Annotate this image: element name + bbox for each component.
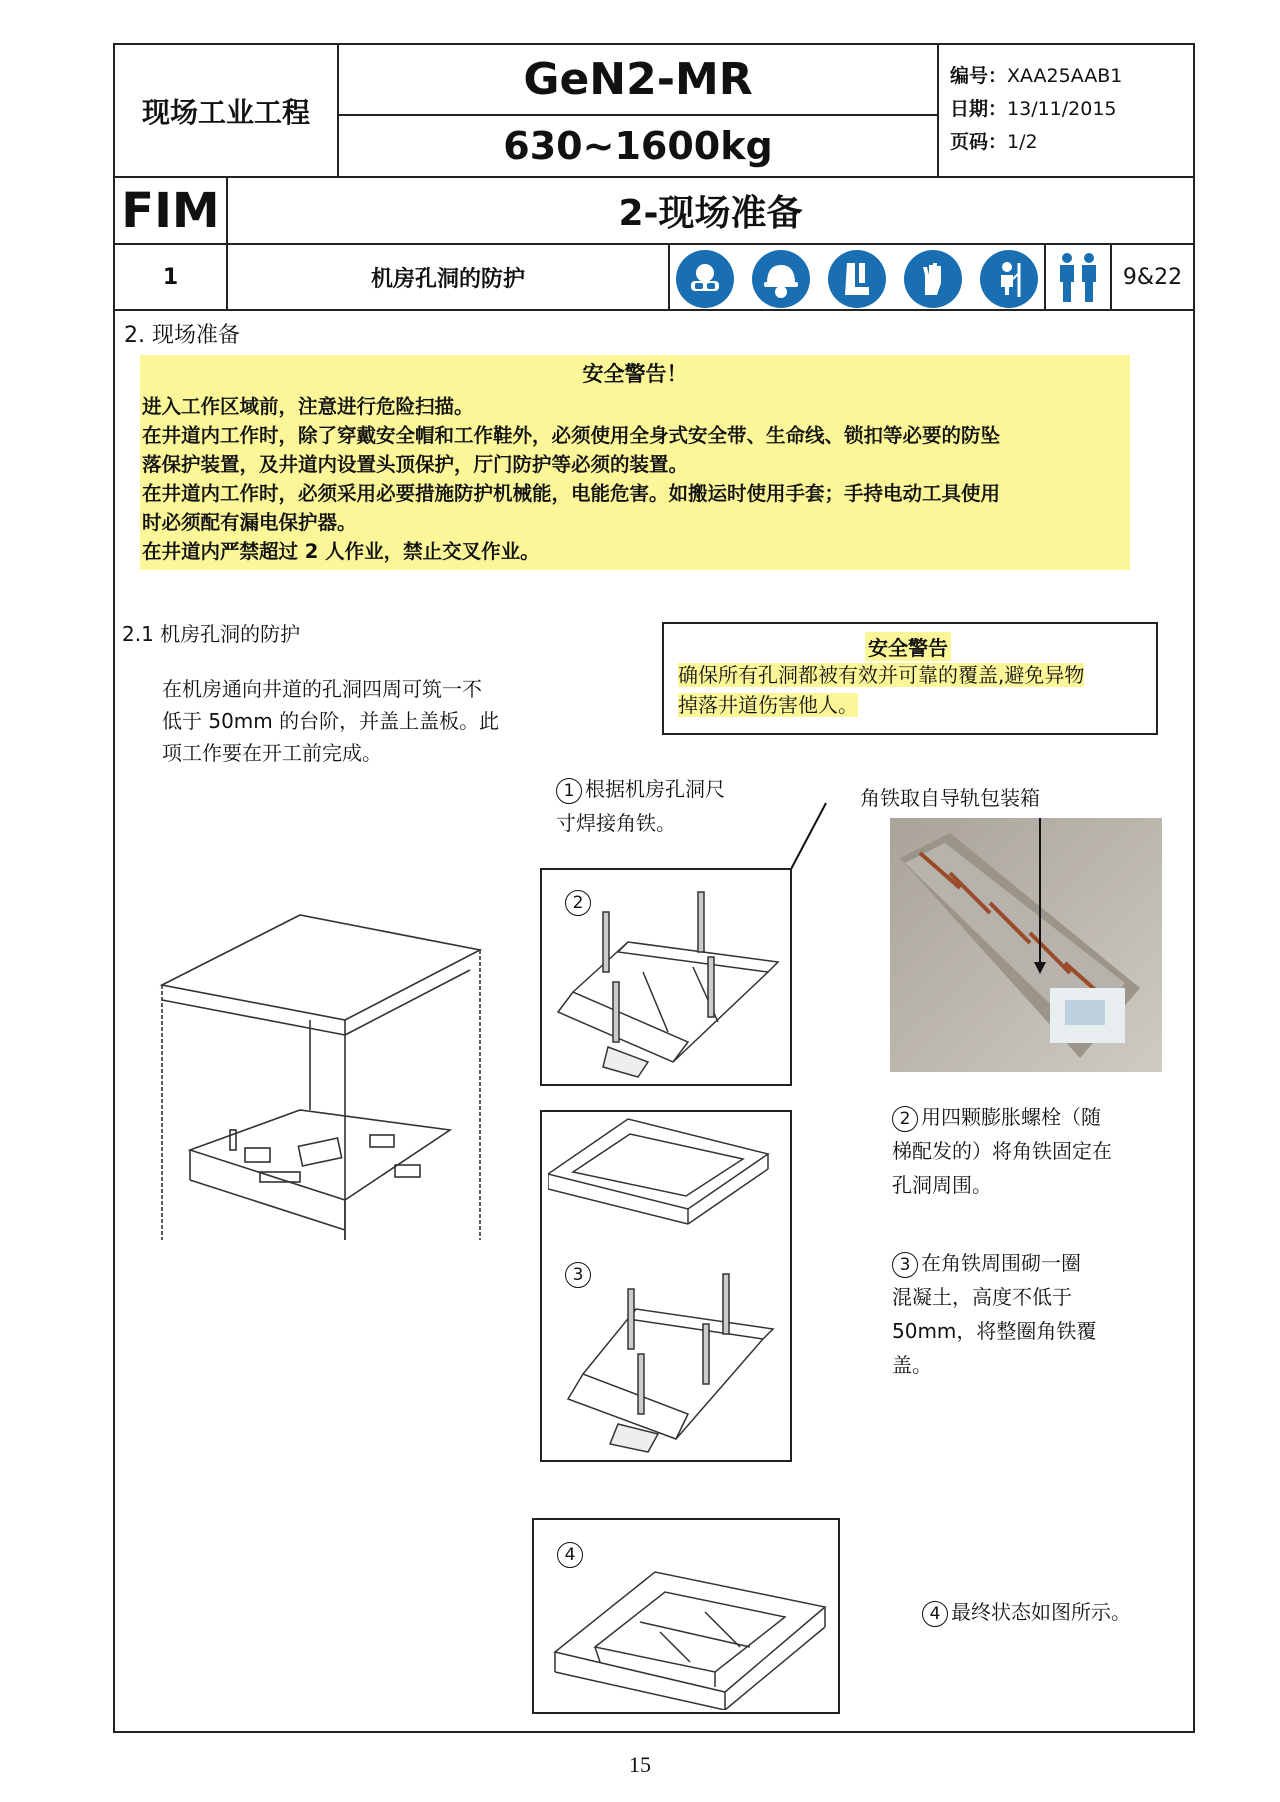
step-line: 根据机房孔洞尺 — [585, 777, 725, 801]
machine-room-drawing — [150, 910, 500, 1250]
fim-label: FIM — [121, 182, 220, 239]
concrete-curb-drawing — [548, 1114, 788, 1458]
step-line: 孔洞周围。 — [892, 1173, 992, 1197]
step-line: 用四颗膨胀螺栓（随 — [921, 1105, 1101, 1129]
chapter-title: 2-现场准备 — [618, 193, 803, 234]
hole-warning-text — [678, 660, 1084, 720]
step-3-number: 3 — [892, 1252, 918, 1278]
warning-line: 进入工作区域前，注意进行危险扫描。 — [142, 395, 474, 418]
step-3-text — [892, 1246, 1096, 1382]
step-4-text — [922, 1596, 1131, 1627]
doc-page-row — [950, 126, 1122, 159]
doc-meta — [950, 60, 1122, 159]
step-2-number: 2 — [892, 1106, 918, 1132]
step-line: 盖。 — [892, 1353, 932, 1377]
intro-text — [162, 673, 542, 769]
item-number: 1 — [162, 264, 179, 290]
warning-line: 在井道内工作时，除了穿戴安全帽和工作鞋外，必须使用全身式安全带、生命线、锁扣等必要的防坠 — [142, 424, 1001, 447]
step-line: 50mm，将整圈角铁覆 — [892, 1319, 1097, 1343]
figure-4-number: 4 — [557, 1542, 583, 1568]
warning-line: 在井道内严禁超过 2 人作业，禁止交叉作业。 — [142, 540, 540, 563]
gloves-icon — [904, 250, 962, 308]
doc-date-label: 日期： — [950, 98, 1008, 120]
final-state-drawing — [540, 1522, 835, 1710]
step-line: 混凝土，高度不低于 — [892, 1285, 1072, 1309]
page-number: 15 — [629, 1752, 651, 1777]
step-line: 梯配发的）将角铁固定在 — [892, 1139, 1112, 1163]
angle-iron-photo — [890, 818, 1162, 1072]
intro-line: 项工作要在开工前完成。 — [162, 741, 382, 765]
doc-page: 1/2 — [1007, 131, 1038, 153]
goggles-icon — [676, 250, 734, 308]
doc-page-label: 页码： — [950, 131, 1008, 153]
step-2-text — [892, 1100, 1112, 1202]
photo-label: 角铁取自导轨包装箱 — [860, 786, 1040, 810]
doc-number: XAA25AAB1 — [1007, 65, 1123, 87]
doc-number-label: 编号： — [950, 65, 1008, 87]
figure-3-number: 3 — [565, 1262, 591, 1288]
doc-number-row — [950, 60, 1122, 93]
step-line: 最终状态如图所示。 — [951, 1600, 1131, 1624]
intro-line: 在机房通向井道的孔洞四周可筑一不 — [162, 677, 482, 701]
hole-warning-line: 掉落井道伤害他人。 — [678, 693, 858, 717]
safety-boots-icon — [828, 250, 886, 308]
warning-line: 时必须配有漏电保护器。 — [142, 511, 357, 534]
intro-line: 低于 50mm 的台阶，并盖上盖板。此 — [162, 709, 500, 733]
item-title: 机房孔洞的防护 — [370, 266, 525, 292]
reference-pages: 9&22 — [1122, 264, 1183, 290]
step-4-number: 4 — [922, 1601, 948, 1627]
harness-icon — [980, 250, 1038, 308]
safety-warning-heading: 安全警告！ — [582, 362, 688, 386]
two-persons-icon — [1050, 250, 1106, 306]
warning-line: 在井道内工作时，必须采用必要措施防护机械能，电能危害。如搬运时使用手套；手持电动工具使用 — [142, 482, 1001, 505]
subsection-title: 2.1 机房孔洞的防护 — [122, 622, 301, 646]
figure-2-number: 2 — [565, 890, 591, 916]
org-name: 现场工业工程 — [141, 95, 310, 129]
step-line: 在角铁周围砌一圈 — [921, 1251, 1081, 1275]
warning-line: 落保护装置，及井道内设置头顶保护，厅门防护等必须的装置。 — [142, 453, 689, 476]
step-1-number: 1 — [556, 778, 582, 804]
doc-date-row — [950, 93, 1122, 126]
capacity: 630~1600kg — [503, 124, 773, 168]
hole-warning-line: 确保所有孔洞都被有效并可靠的覆盖,避免异物 — [678, 663, 1085, 687]
step-line: 寸焊接角铁。 — [556, 811, 676, 835]
product-name: GeN2-MR — [523, 54, 753, 105]
section-title: 2. 现场准备 — [124, 323, 240, 348]
angle-iron-frame-drawing — [548, 872, 788, 1082]
helmet-icon — [752, 250, 810, 308]
hole-warning-heading: 安全警告 — [865, 632, 951, 661]
safety-warning-text — [142, 392, 1132, 566]
doc-date: 13/11/2015 — [1007, 98, 1117, 120]
